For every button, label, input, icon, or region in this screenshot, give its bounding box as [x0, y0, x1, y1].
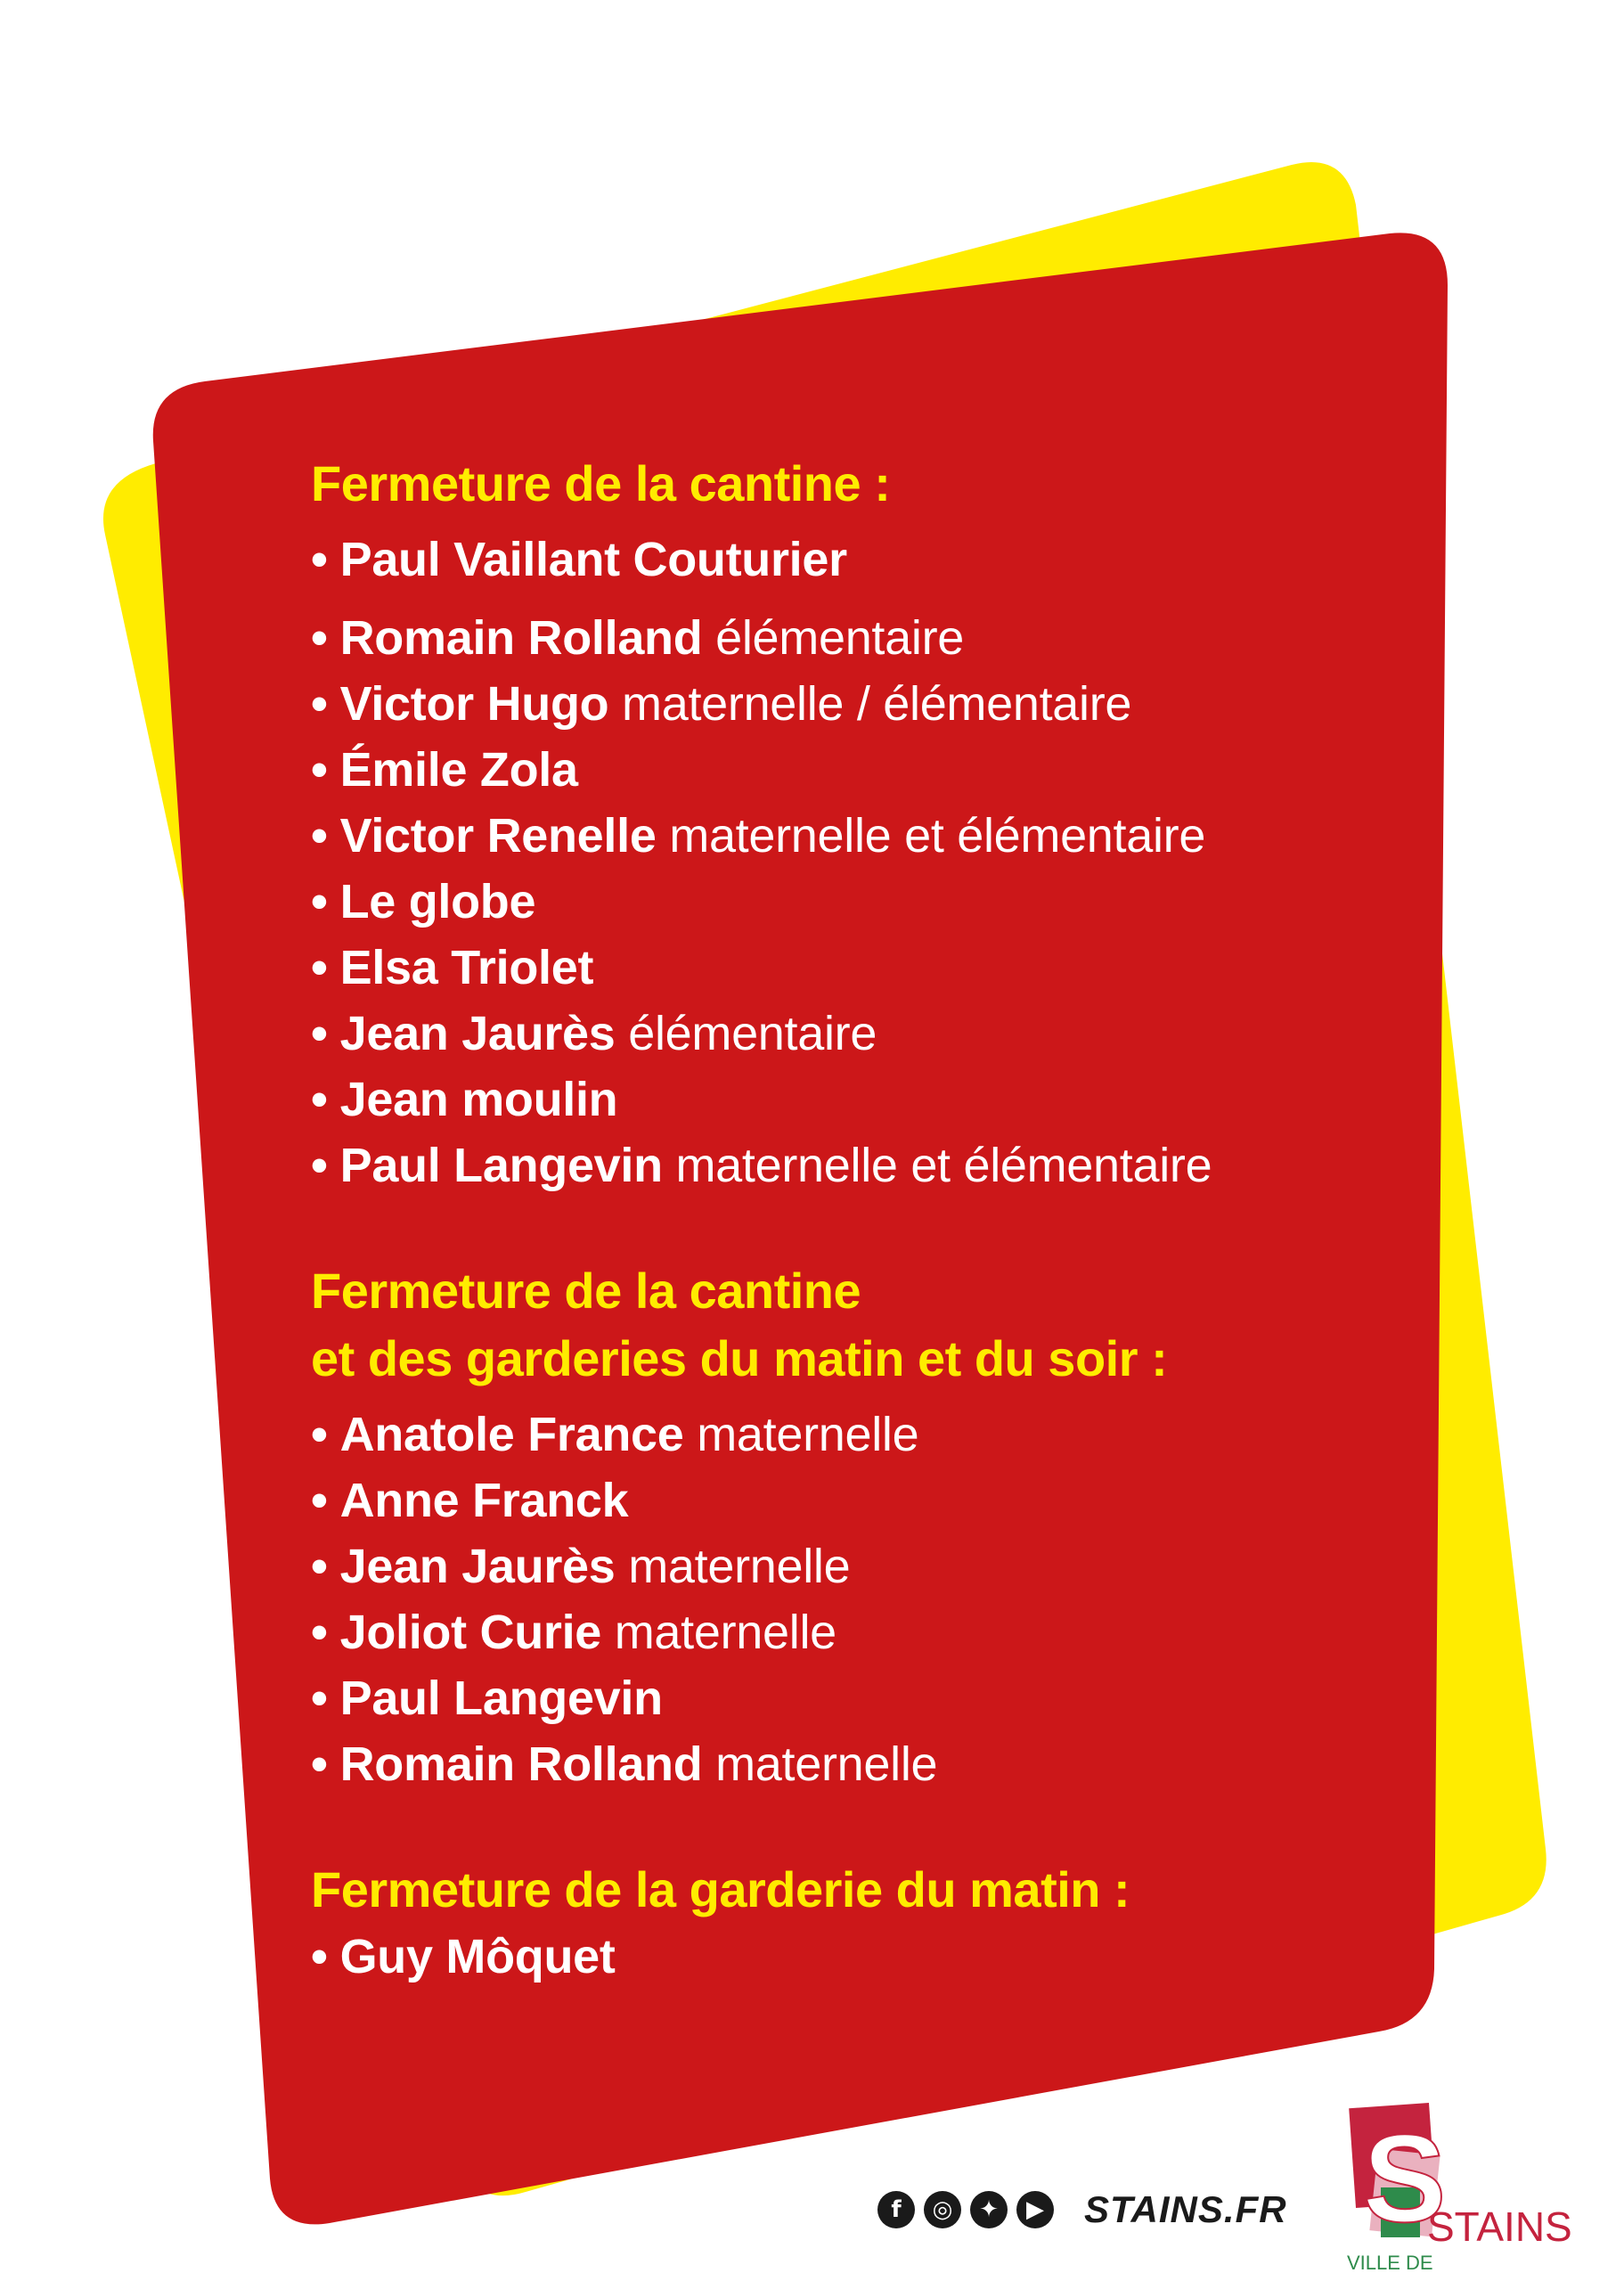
school-name: Joliot Curie: [339, 1606, 602, 1659]
list-item: • Jean Jaurès maternelle: [311, 1540, 851, 1593]
school-level: maternelle: [628, 1540, 851, 1593]
school-level: maternelle: [715, 1737, 938, 1791]
school-level: maternelle et élémentaire: [675, 1139, 1212, 1192]
school-name: Jean moulin: [339, 1073, 618, 1126]
school-name: Jean Jaurès: [339, 1007, 616, 1060]
school-name: Paul Langevin: [339, 1139, 663, 1192]
section-heading-garderie-matin: Fermeture de la garderie du matin :: [311, 1861, 1130, 1917]
footer: [877, 2183, 1287, 2236]
youtube-icon[interactable]: ▶: [1016, 2191, 1054, 2228]
list-item: • Anatole France maternelle: [311, 1408, 919, 1461]
school-name: Romain Rolland: [339, 611, 703, 665]
list-item: • Jean Jaurès élémentaire: [311, 1007, 877, 1060]
stains-logo: [1327, 2098, 1572, 2277]
logo-ville-de: VILLE DE: [1347, 2252, 1433, 2274]
facebook-icon[interactable]: f: [877, 2191, 915, 2228]
list-item: • Paul Langevin maternelle et élémentaire: [311, 1139, 1212, 1192]
school-list-cantine: [311, 527, 1380, 1198]
school-name: Romain Rolland: [339, 1737, 703, 1791]
school-name: Jean Jaurès: [339, 1540, 616, 1593]
list-item: • Jean moulin: [311, 1073, 618, 1126]
school-level: élémentaire: [628, 1007, 877, 1060]
list-item: • Victor Renelle maternelle et élémentaire: [311, 809, 1206, 863]
list-item: • Émile Zola: [311, 743, 578, 797]
school-name: Anne Franck: [339, 1474, 629, 1527]
section-cantine-garderies: [311, 1257, 1380, 1797]
list-item: • Joliot Curie maternelle: [311, 1606, 836, 1659]
list-item: • Romain Rolland élémentaire: [311, 611, 964, 665]
school-name: Victor Hugo: [339, 677, 609, 731]
list-item: • Romain Rolland maternelle: [311, 1737, 938, 1791]
school-name: Paul Vaillant Couturier: [339, 533, 847, 586]
section-heading-cantine: Fermeture de la cantine :: [311, 455, 891, 511]
social-icons: [877, 2191, 1054, 2228]
list-item: • Paul Vaillant Couturier: [311, 533, 847, 586]
list-item: • Paul Langevin: [311, 1672, 663, 1725]
logo-stains-text: STAINS: [1427, 2203, 1572, 2250]
school-name: Elsa Triolet: [339, 941, 594, 994]
school-level: maternelle: [697, 1408, 919, 1461]
school-name: Victor Renelle: [339, 809, 657, 863]
school-level: maternelle et élémentaire: [669, 809, 1206, 863]
school-list-cantine-garderies: [311, 1402, 1380, 1797]
logo-letter: S: [1363, 2108, 1447, 2248]
list-item: • Elsa Triolet: [311, 941, 594, 994]
school-name: Le globe: [339, 875, 536, 928]
school-name: Paul Langevin: [339, 1672, 663, 1725]
school-level: élémentaire: [715, 611, 964, 665]
school-level: maternelle: [614, 1606, 836, 1659]
school-level: maternelle / élémentaire: [622, 677, 1132, 731]
section-cantine: [311, 450, 1380, 1198]
school-list-garderie-matin: [311, 1924, 1380, 1990]
section-heading-cantine-garderies: Fermeture de la cantine et des garderies du matin et du soir :: [311, 1263, 1168, 1386]
closures-content: [311, 450, 1380, 1990]
list-item: • Anne Franck: [311, 1474, 629, 1527]
instagram-icon[interactable]: ◎: [924, 2191, 961, 2228]
twitter-icon[interactable]: ✦: [970, 2191, 1008, 2228]
list-item: • Victor Hugo maternelle / élémentaire: [311, 677, 1132, 731]
list-item: • Le globe: [311, 875, 536, 928]
school-name: Guy Môquet: [339, 1930, 616, 1983]
website-link[interactable]: STAINS.FR: [1084, 2188, 1287, 2230]
school-name: Émile Zola: [339, 743, 578, 797]
school-name: Anatole France: [339, 1408, 684, 1461]
section-garderie-matin: [311, 1856, 1380, 1990]
list-item: • Guy Môquet: [311, 1930, 616, 1983]
